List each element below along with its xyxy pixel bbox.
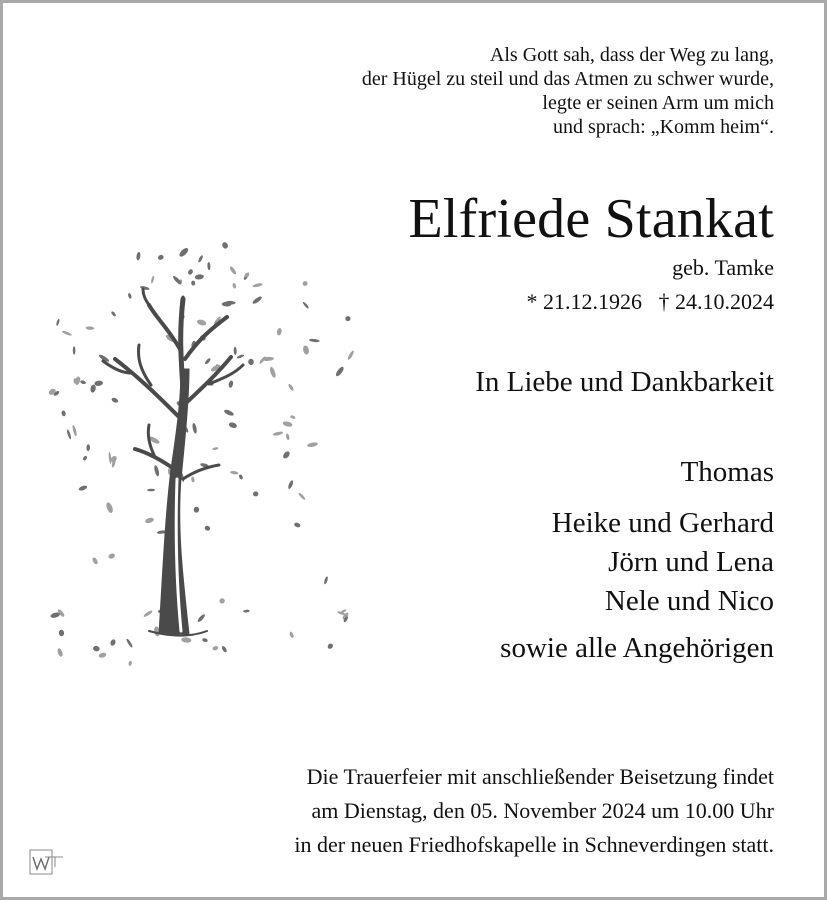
leaf-icon xyxy=(78,485,88,492)
mourner-first: Thomas xyxy=(680,456,774,488)
publisher-logo-icon xyxy=(29,849,65,877)
leaf-icon xyxy=(221,241,229,249)
deceased-name: Elfriede Stankat xyxy=(408,188,774,250)
mourner-family-2: Jörn und Lena xyxy=(608,546,774,578)
leaf-icon xyxy=(109,639,116,647)
leaf-icon xyxy=(294,522,302,528)
leaf-icon xyxy=(269,366,277,378)
leaf-icon xyxy=(94,380,103,386)
mourner-family-1: Heike und Gerhard xyxy=(551,507,774,539)
leaf-icon xyxy=(236,354,244,359)
leaf-icon xyxy=(136,252,141,261)
leaf-icon xyxy=(289,631,294,638)
leaf-icon xyxy=(90,384,97,393)
poem-line-4: und sprach: „Komm heim“. xyxy=(552,116,774,138)
leaf-icon xyxy=(91,557,98,566)
leaf-icon xyxy=(234,347,237,355)
leaf-icon xyxy=(66,429,72,440)
tree-trunk xyxy=(103,289,243,636)
leaf-icon xyxy=(74,376,81,386)
mourner-family xyxy=(552,504,774,621)
service-line-2: am Dienstag, den 05. November 2024 um 10.00 Uhr xyxy=(311,798,774,823)
leaf-icon xyxy=(192,423,198,434)
tree-illustration-icon xyxy=(31,239,361,669)
leaf-icon xyxy=(98,652,107,659)
leaf-icon xyxy=(127,293,132,299)
leaf-icon xyxy=(302,301,309,309)
leaf-icon xyxy=(252,282,263,287)
leaf-icon xyxy=(150,275,154,283)
leaf-icon xyxy=(323,576,328,585)
leaf-icon xyxy=(302,280,309,286)
leaf-icon xyxy=(197,255,203,263)
leaf-icon xyxy=(347,350,355,361)
leaf-icon xyxy=(204,525,211,532)
leaf-icon xyxy=(207,262,210,270)
leaf-icon xyxy=(307,442,318,448)
leaf-icon xyxy=(212,447,219,451)
leaf-icon xyxy=(111,311,117,318)
leaf-icon xyxy=(253,491,259,496)
leaf-icon xyxy=(85,326,94,330)
leaf-icon xyxy=(287,480,294,490)
leaf-icon xyxy=(252,295,263,305)
mourner-others: sowie alle Angehörigen xyxy=(500,632,774,664)
leaf-icon xyxy=(57,648,64,658)
leaf-icon xyxy=(228,421,237,429)
leaf-icon xyxy=(187,268,194,275)
leaf-icon xyxy=(243,609,250,612)
leaf-icon xyxy=(287,383,294,391)
leaf-icon xyxy=(197,613,206,623)
leaf-icon xyxy=(56,319,61,327)
leaf-icon xyxy=(248,358,255,365)
leaf-icon xyxy=(285,433,290,440)
poem-line-1: Als Gott sah, dass der Weg zu lang, xyxy=(489,44,774,66)
leaf-icon xyxy=(229,266,237,276)
service-line-1: Die Trauerfeier mit anschließender Beisetzung findet xyxy=(306,764,774,789)
leaf-icon xyxy=(221,645,228,653)
falling-leaves xyxy=(48,241,355,666)
leaf-icon xyxy=(73,346,76,354)
leaf-icon xyxy=(191,476,195,482)
leaf-icon xyxy=(140,285,150,290)
leaf-icon xyxy=(223,409,234,417)
service-info xyxy=(294,760,774,862)
leaf-icon xyxy=(282,420,293,427)
birth-name: geb. Tamke xyxy=(672,255,774,280)
leaf-icon xyxy=(196,319,207,327)
leaf-icon xyxy=(232,283,236,289)
leaf-icon xyxy=(230,471,239,475)
poem xyxy=(362,43,774,139)
leaf-icon xyxy=(302,345,310,355)
leaf-icon xyxy=(345,316,351,321)
leaf-icon xyxy=(105,502,114,514)
leaf-icon xyxy=(327,643,334,650)
leaf-icon xyxy=(59,629,65,636)
leaf-icon xyxy=(126,638,134,648)
leaf-icon xyxy=(218,597,225,604)
leaf-icon xyxy=(202,638,208,643)
birth-date: * 21.12.1926 xyxy=(526,289,642,314)
life-dates xyxy=(527,289,775,315)
leaf-icon xyxy=(282,450,291,460)
leaf-icon xyxy=(290,415,296,420)
dedication: In Liebe und Dankbarkeit xyxy=(475,366,774,398)
leaf-icon xyxy=(61,410,66,417)
leaf-icon xyxy=(273,431,284,437)
leaf-icon xyxy=(204,357,211,365)
leaf-icon xyxy=(335,366,345,378)
leaf-icon xyxy=(178,247,190,259)
leaf-icon xyxy=(157,254,164,261)
leaf-icon xyxy=(191,280,196,285)
poem-line-2: der Hügel zu steil und das Atmen zu schwer wurde, xyxy=(361,68,774,90)
leaf-icon xyxy=(193,506,199,513)
death-date: † 24.10.2024 xyxy=(658,289,774,314)
leaf-icon xyxy=(86,444,90,451)
mourner-family-3: Nele und Nico xyxy=(604,585,774,617)
leaf-icon xyxy=(143,610,153,618)
leaf-icon xyxy=(309,338,320,342)
leaf-icon xyxy=(82,455,88,461)
leaf-icon xyxy=(228,380,234,388)
leaf-icon xyxy=(153,465,160,477)
leaf-icon xyxy=(276,328,282,336)
leaf-icon xyxy=(80,380,87,385)
leaf-icon xyxy=(194,274,204,280)
leaf-icon xyxy=(92,645,100,652)
leaf-icon xyxy=(147,489,155,492)
leaf-icon xyxy=(111,397,119,404)
leaf-icon xyxy=(144,517,154,524)
service-line-3: in der neuen Friedhofskapelle in Schneverdingen statt. xyxy=(294,832,774,857)
leaf-icon xyxy=(128,661,132,667)
leaf-icon xyxy=(181,637,192,643)
leaf-icon xyxy=(238,474,243,480)
leaf-icon xyxy=(72,425,78,437)
leaf-icon xyxy=(108,552,116,559)
leaf-icon xyxy=(61,330,72,336)
leaf-icon xyxy=(108,452,112,464)
leaf-icon xyxy=(212,645,219,651)
leaf-icon xyxy=(298,492,306,501)
poem-line-3: legte er seinen Arm um mich xyxy=(542,92,774,114)
